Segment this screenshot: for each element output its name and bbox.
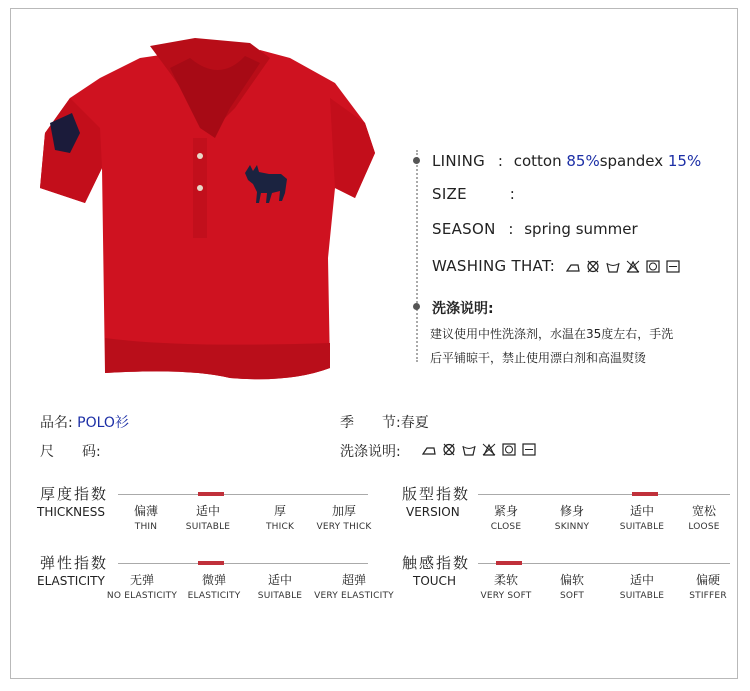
thickness-option: 厚 THICK [265,504,295,532]
version-option: 紧身 CLOSE [490,504,522,532]
touch-option: 柔软 VERY SOFT [480,573,532,601]
product-size-row [40,441,101,461]
flat-dry-icon [522,443,536,456]
version-option: 宽松 LOOSE [688,504,720,532]
flat-dry-icon [666,260,680,273]
washing-label: WASHING THAT: [432,257,556,275]
no-bleach-icon [586,260,600,273]
dry-clean-icon [646,260,660,273]
thickness-option: 加厚 VERY THICK [316,504,372,532]
touch-option: 偏硬 STIFFER [689,573,727,601]
thickness-scale-marker [198,492,224,496]
version-option: 适中 SUITABLE [619,504,665,532]
spandex-label: spandex [599,152,664,170]
spec-divider-line [416,150,418,362]
elasticity-option: 超弹 VERY ELASTICITY [314,573,394,601]
touch-title-en: TOUCH [413,574,456,588]
lining-row: LINING : cotton 85%spandex 15% [432,152,702,170]
product-season-value: 春夏 [400,415,429,431]
lining-label: LINING [432,152,486,170]
lining-value: cotton [513,152,562,170]
size-row: SIZE : [432,185,515,203]
season-label: SEASON [432,220,496,238]
touch-option: 偏软 SOFT [559,573,585,601]
thickness-scale-line [118,494,368,495]
version-scale-marker [632,492,658,496]
wash-icons [566,260,680,273]
iron-icon [422,443,436,456]
version-option: 修身 SKINNY [554,504,590,532]
bullet-dot [413,157,420,164]
no-tumble-dry-icon [626,260,640,273]
wash-instruction-title: 洗涤说明: [432,301,494,317]
cotton-percent: 85% [566,152,600,170]
thickness-title-cn: 厚度指数 [40,485,109,503]
product-name-value: POLO衫 [77,415,129,431]
product-season-label: 季 节: [340,415,401,431]
polo-shirt-image [30,38,390,388]
elasticity-title-en: ELASTICITY [37,574,105,588]
no-bleach-icon [442,443,456,456]
version-scale-line [478,494,730,495]
bullet-dot [413,303,420,310]
spandex-percent: 15% [667,152,702,170]
touch-option: 适中 SUITABLE [619,573,665,601]
product-wash-row [340,441,401,461]
thickness-option: 偏薄 THIN [133,504,158,532]
washing-row [432,257,555,275]
hand-wash-icon [606,260,620,273]
product-wash-icons [422,443,536,456]
product-size-label: 尺 码: [40,444,101,460]
season-value: spring summer [524,220,638,238]
touch-scale-marker [496,561,522,565]
dry-clean-icon [502,443,516,456]
elasticity-option: 微弹 ELASTICITY [187,573,241,601]
wash-instruction-line2: 后平铺晾干，禁止使用漂白剂和高温熨烫 [430,351,647,365]
no-tumble-dry-icon [482,443,496,456]
version-title-en: VERSION [406,505,460,519]
thickness-option: 适中 SUITABLE [185,504,231,532]
season-row: SEASON : spring summer [432,220,638,238]
thickness-title-en: THICKNESS [37,505,105,519]
elasticity-option: 适中 SUITABLE [257,573,303,601]
elasticity-scale-line [118,563,368,564]
product-name-label: 品名: [40,415,73,431]
elasticity-scale-marker [198,561,224,565]
wash-instruction-line1: 建议使用中性洗涤剂，水温在35度左右，手洗 [430,327,674,341]
hand-wash-icon [462,443,476,456]
size-label: SIZE [432,185,467,203]
elasticity-option: 无弹 NO ELASTICITY [106,573,178,601]
version-title-cn: 版型指数 [402,485,471,503]
product-season-row [340,412,429,432]
product-wash-label: 洗涤说明: [340,444,401,460]
product-name-row [40,412,129,432]
elasticity-title-cn: 弹性指数 [40,554,109,572]
touch-title-cn: 触感指数 [402,554,471,572]
iron-icon [566,260,580,273]
